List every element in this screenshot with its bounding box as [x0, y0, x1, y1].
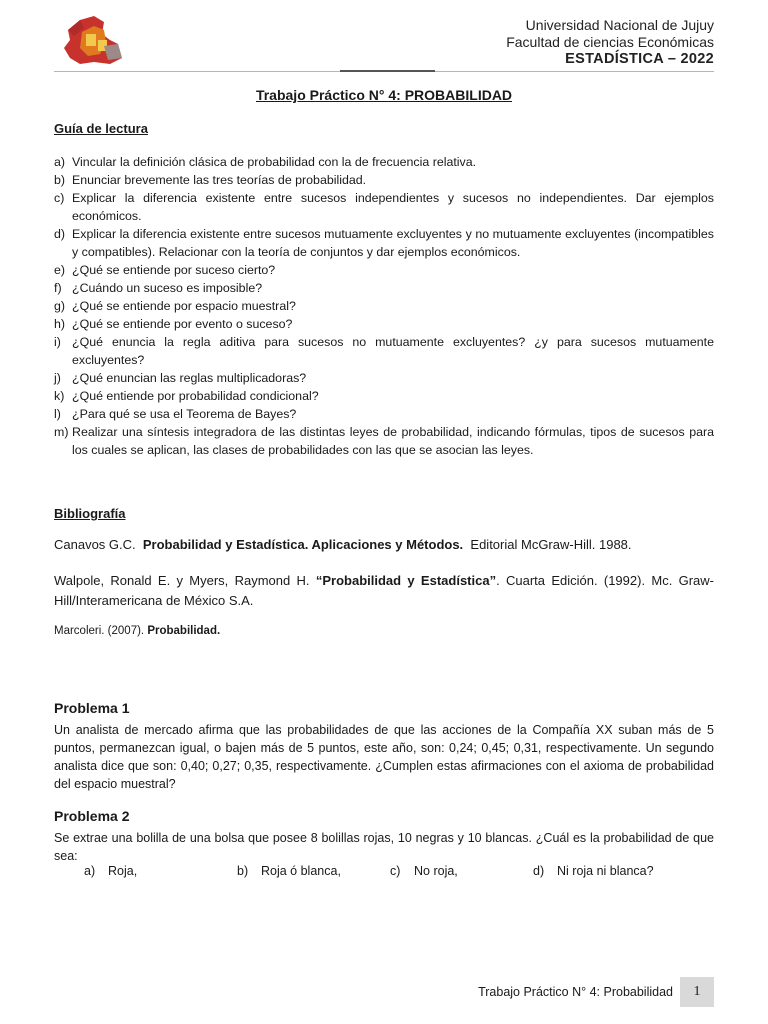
list-item [54, 387, 714, 405]
item-text: ¿Para qué se usa el Teorema de Bayes? [72, 407, 297, 421]
problem-1-title: Problema 1 [54, 700, 130, 716]
option-b: b) Roja ó blanca, [237, 864, 341, 878]
item-letter: j) [54, 371, 61, 385]
guide-question-list [54, 153, 714, 459]
faculty-name: Facultad de ciencias Económicas [506, 34, 714, 50]
item-letter: d) [54, 227, 66, 241]
university-name: Universidad Nacional de Jujuy [525, 17, 714, 33]
option-c: c) No roja, [390, 864, 458, 878]
list-item [54, 225, 714, 261]
item-letter: b) [54, 173, 66, 187]
list-item [54, 153, 714, 171]
page-number: 1 [680, 977, 714, 1007]
list-item [54, 405, 714, 423]
list-item [54, 171, 714, 189]
bibliography-ref-3 [54, 625, 220, 637]
guide-title: Guía de lectura [54, 121, 148, 136]
item-text: Enunciar brevemente las tres teorías de probabilidad. [72, 173, 367, 187]
bibliography-ref-1 [54, 537, 632, 552]
ref-work: “Probabilidad y Estadística” [315, 573, 497, 588]
item-text: Explicar la diferencia existente entre sucesos mutuamente excluyentes y no mutuamente excluyentes (incompatibles y compatibles). Relacionar con la teoría de conjuntos y dar ejemplos económicos. [72, 227, 714, 259]
ref-author: Walpole, Ronald E. y Myers, Raymond H. [54, 573, 310, 588]
item-letter: e) [54, 263, 66, 277]
list-item [54, 315, 714, 333]
item-letter: c) [54, 191, 65, 205]
problem-1-text: Un analista de mercado afirma que las probabilidades de que las acciones de la Compañía XX suban más de 5 puntos, permanezcan igual, o bajen más de 5 puntos, este año, son: 0,24; 0,45; 0,31, respectivamente. Un segundo analista dice que son: 0,40; 0,27; 0,35, respectivamente. ¿Cumplen estas afirmaciones con el axioma de probabilidad del espacio muestral? [54, 723, 714, 791]
faculty-logo [60, 14, 126, 66]
list-item [54, 297, 714, 315]
list-item [54, 189, 714, 225]
list-item [54, 423, 714, 459]
item-letter: a) [54, 155, 66, 169]
item-text: ¿Qué enuncian las reglas multiplicadoras? [72, 371, 307, 385]
ref-work: Probabilidad y Estadística. Aplicaciones y Métodos. [142, 537, 464, 552]
institution-header [506, 17, 714, 68]
option-d: d) Ni roja ni blanca? [533, 864, 654, 878]
item-text: ¿Qué se entiende por evento o suceso? [72, 317, 293, 331]
item-letter: i) [54, 335, 61, 349]
item-letter: g) [54, 299, 66, 313]
item-letter: f) [54, 281, 62, 295]
problem-2-options [0, 864, 768, 884]
item-letter: l) [54, 407, 61, 421]
problem-2-title: Problema 2 [54, 808, 130, 824]
list-item [54, 261, 714, 279]
bibliography-ref-2 [54, 571, 714, 611]
ref-publisher: . Cuarta Edición. (1992). Mc. Graw-Hill/Interamericana de México S.A. [54, 573, 714, 608]
item-letter: k) [54, 389, 65, 403]
ref-author: Marcoleri. (2007). [54, 625, 145, 637]
problem-2-text: Se extrae una bolilla de una bolsa que posee 8 bolillas rojas, 10 negras y 10 blancas. ¿Cuál es la probabilidad de que sea: [54, 831, 714, 863]
ref-publisher: Editorial McGraw-Hill. 1988. [470, 537, 632, 552]
course-name: ESTADÍSTICA – 2022 [565, 51, 714, 67]
bibliography-title: Bibliografía [54, 506, 126, 521]
item-letter: m) [54, 425, 69, 439]
footer-text: Trabajo Práctico N° 4: Probabilidad [478, 985, 673, 999]
list-item [54, 333, 714, 369]
item-text: ¿Cuándo un suceso es imposible? [72, 281, 263, 295]
list-item [54, 369, 714, 387]
document-title: Trabajo Práctico N° 4: PROBABILIDAD [255, 87, 513, 103]
list-item [54, 279, 714, 297]
ref-author: Canavos G.C. [54, 537, 136, 552]
item-text: ¿Qué se entiende por espacio muestral? [72, 299, 296, 313]
item-letter: h) [54, 317, 66, 331]
header-divider-accent [340, 70, 435, 72]
ref-work: Probabilidad. [147, 625, 221, 637]
option-a: a) Roja, [84, 864, 138, 878]
item-text: Explicar la diferencia existente entre sucesos independientes y sucesos no independientes. Dar ejemplos económicos. [72, 191, 714, 223]
item-text: Realizar una síntesis integradora de las distintas leyes de probabilidad, indicando fórmulas, tipos de sucesos para los cuales se aplican, las clases de probabilidades con las que se asocian las leyes. [72, 425, 714, 457]
item-text: ¿Qué enuncia la regla aditiva para sucesos no mutuamente excluyentes? ¿y para sucesos mutuamente excluyentes? [72, 335, 714, 367]
item-text: Vincular la definición clásica de probabilidad con la de frecuencia relativa. [72, 155, 477, 169]
item-text: ¿Qué se entiende por suceso cierto? [72, 263, 276, 277]
item-text: ¿Qué entiende por probabilidad condicional? [72, 389, 319, 403]
